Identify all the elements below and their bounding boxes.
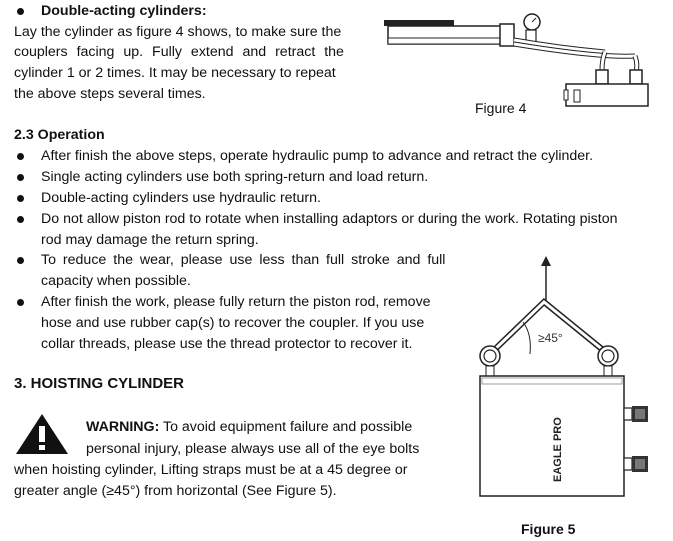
operation-bullet-3: Double-acting cylinders use hydraulic return. <box>41 190 321 206</box>
double-acting-heading: Double-acting cylinders: <box>41 3 207 19</box>
bullet-dot-icon <box>17 8 24 15</box>
figure-5-illustration <box>460 250 670 510</box>
bullet-dot-icon <box>17 153 24 160</box>
bullet-dot-icon <box>17 299 24 306</box>
brand-label: EAGLE PRO <box>552 417 564 482</box>
warning-line-1 <box>86 417 412 437</box>
figure-4-illustration <box>380 8 670 108</box>
warning-line-4: greater angle (≥45°) from horizontal (See Figure 5). <box>14 483 337 499</box>
operation-bullet-2: Single acting cylinders use both spring-return and load return. <box>41 169 429 185</box>
operation-bullet-5-line-1: To reduce the wear, please use less than full stroke and full <box>41 252 446 268</box>
double-acting-line-3: cylinder 1 or 2 times. It may be necessary to repeat <box>14 65 336 81</box>
bullet-dot-icon <box>17 216 24 223</box>
hoisting-heading: 3. HOISTING CYLINDER <box>14 375 185 392</box>
operation-bullet-6-line-2: hose and use rubber cap(s) to recover the coupler. If you use <box>41 315 425 331</box>
operation-bullet-6-line-1: After finish the work, please fully return the piston rod, remove <box>41 294 431 310</box>
double-acting-line-1: Lay the cylinder as figure 4 shows, to make sure the <box>14 24 342 40</box>
warning-label: WARNING: <box>86 419 160 435</box>
warning-line-2: personal injury, please always use all of the eye bolts <box>86 441 420 457</box>
operation-bullet-6-line-3: collar threads, please use the thread protector to recover it. <box>41 336 413 352</box>
bullet-dot-icon <box>17 174 24 181</box>
bullet-dot-icon <box>17 257 24 264</box>
operation-bullet-4-line-2: rod may damage the return spring. <box>41 232 259 248</box>
operation-bullet-1: After finish the above steps, operate hydraulic pump to advance and retract the cylinder. <box>41 148 594 164</box>
warning-line-3: when hoisting cylinder, Lifting straps must be at a 45 degree or <box>14 462 408 478</box>
double-acting-line-4: the above steps several times. <box>14 86 206 102</box>
double-acting-line-2: couplers facing up. Fully extend and retract the <box>14 44 344 60</box>
operation-heading: 2.3 Operation <box>14 127 105 143</box>
operation-bullet-4-line-1: Do not allow piston rod to rotate when installing adaptors or during the work. Rotating piston <box>41 211 618 227</box>
operation-bullet-5-line-2: capacity when possible. <box>41 273 191 289</box>
bullet-dot-icon <box>17 195 24 202</box>
figure-5-caption: Figure 5 <box>521 521 576 537</box>
warning-text-1: To avoid equipment failure and possible <box>159 419 413 435</box>
warning-triangle-icon <box>14 412 70 456</box>
angle-label: ≥45° <box>538 331 563 345</box>
figure-4-caption: Figure 4 <box>475 100 527 116</box>
